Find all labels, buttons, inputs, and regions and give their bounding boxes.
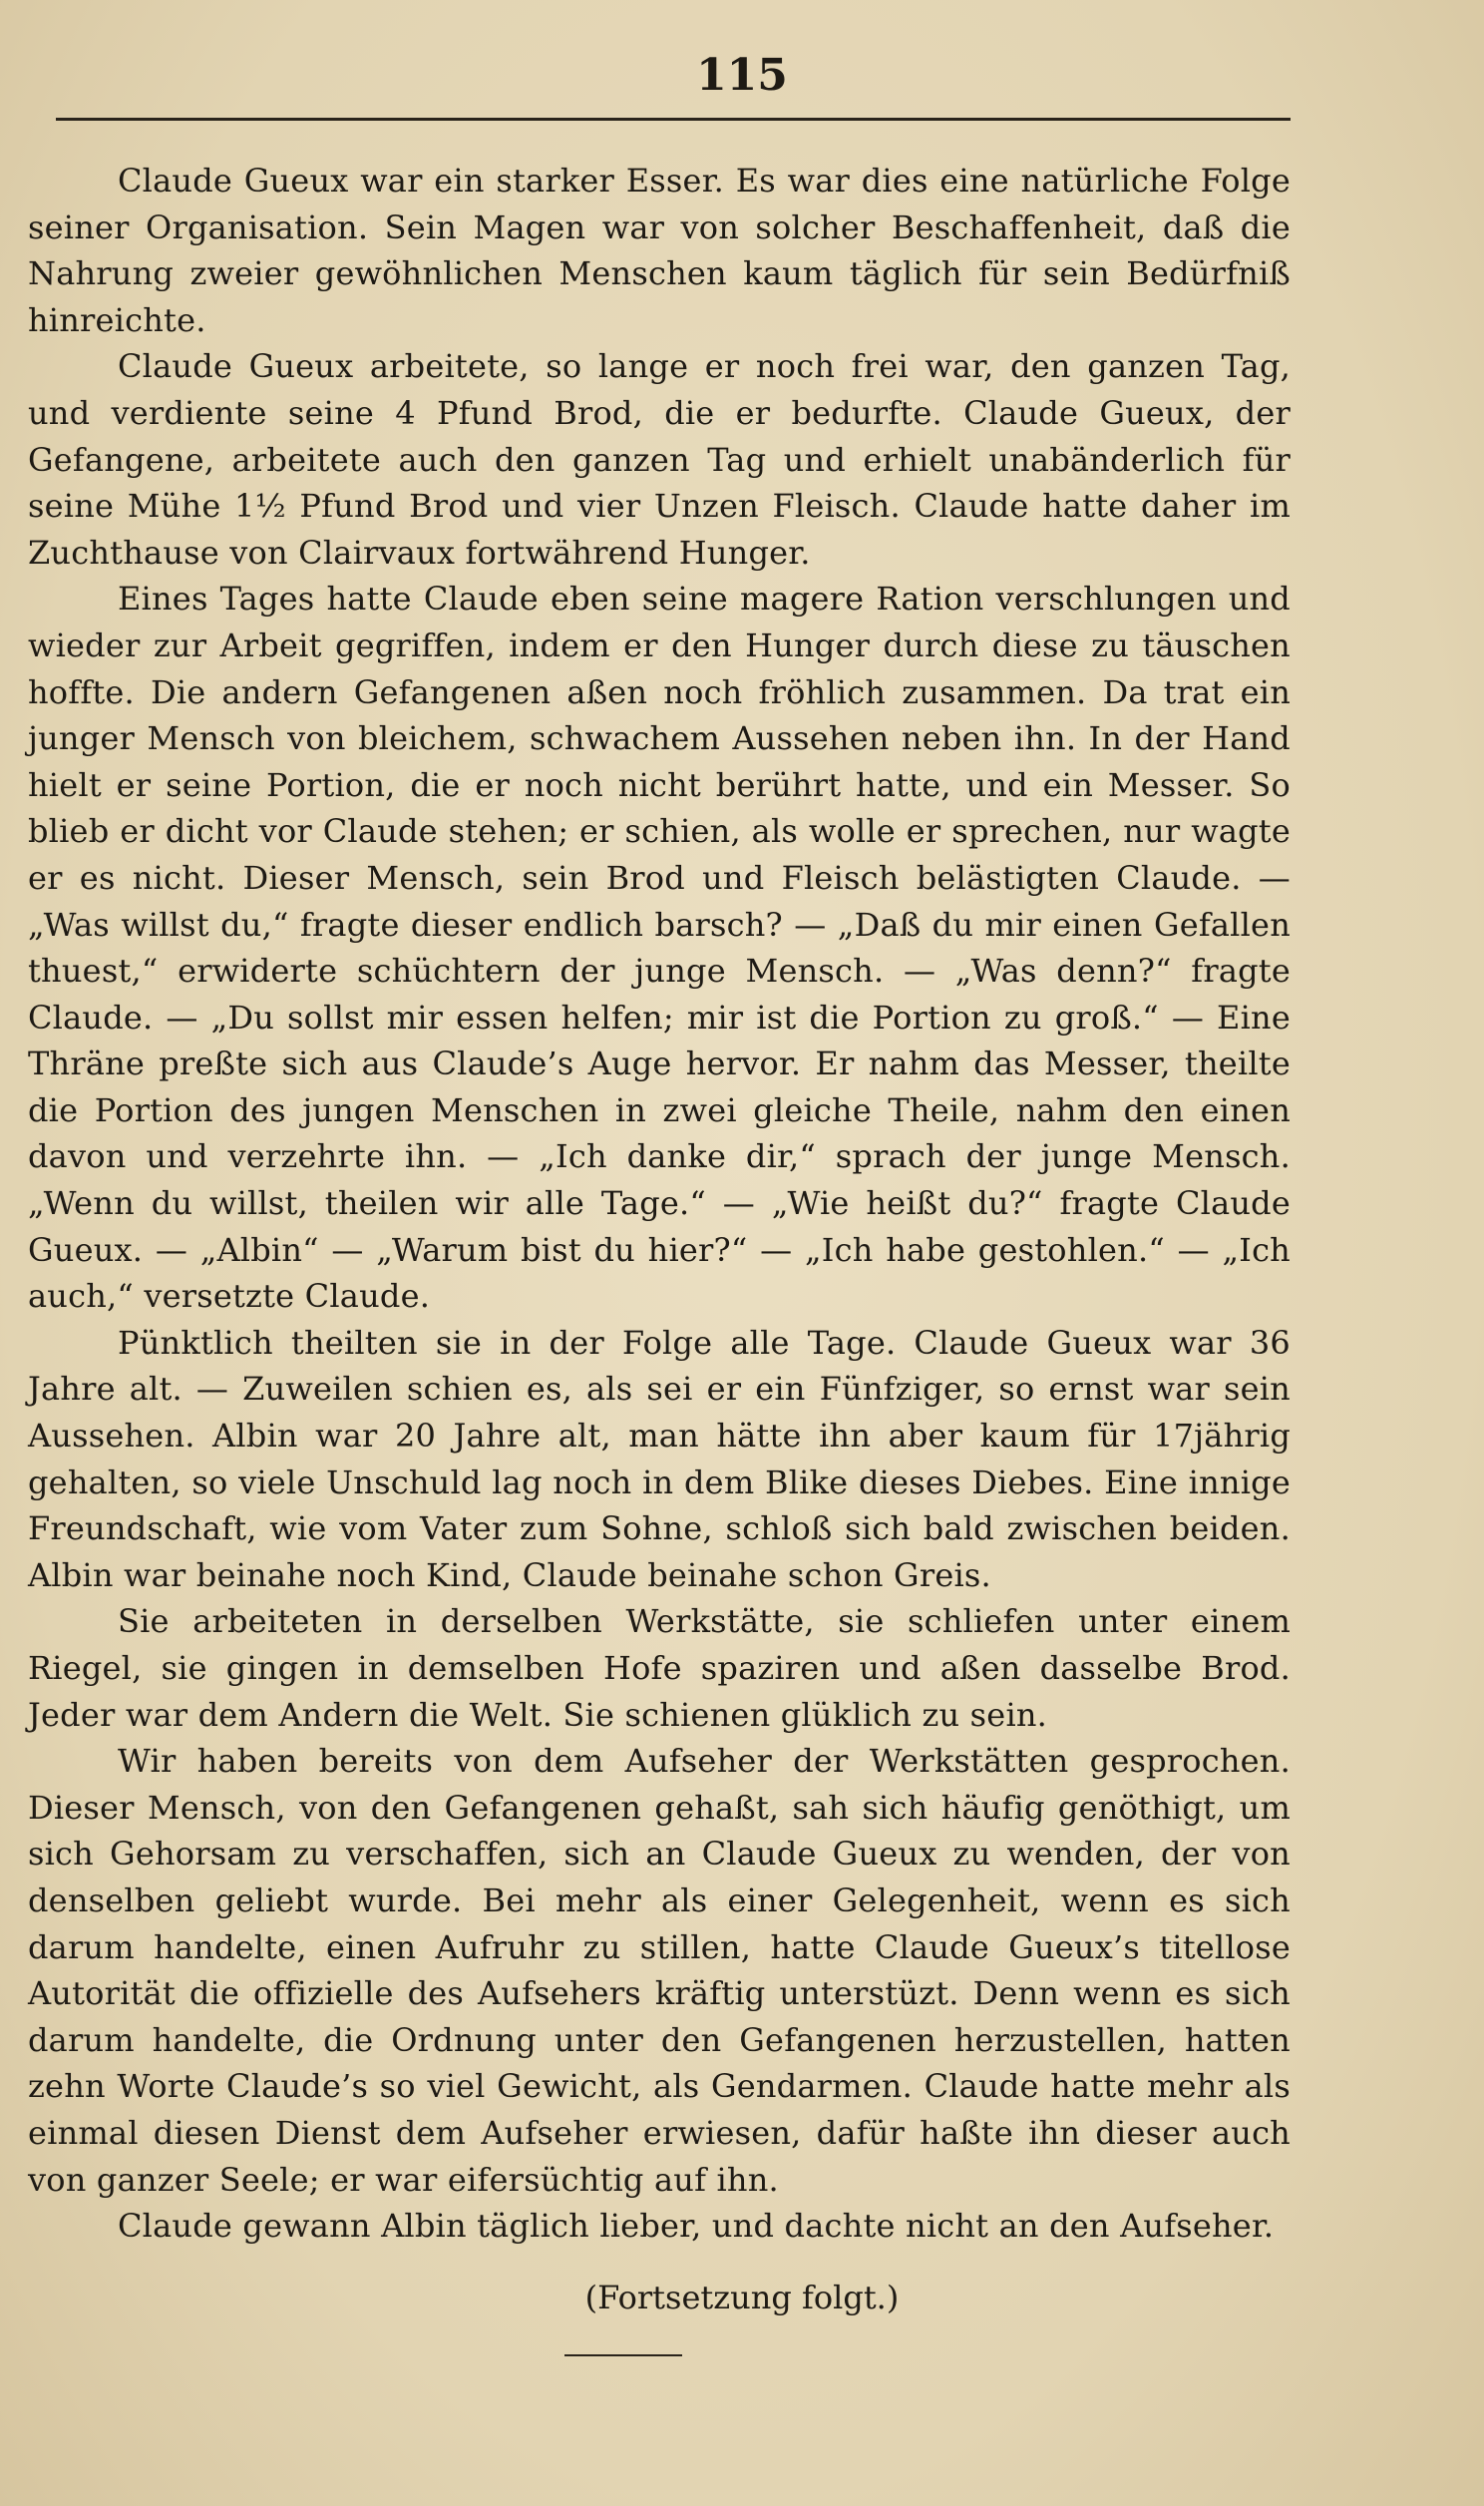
- body-text: [28, 158, 1291, 2250]
- header-rule: [56, 118, 1291, 121]
- paragraph: Eines Tages hatte Claude eben seine magere Ration verschlungen und wieder zur Arbeit gegriffen, indem er den Hunger durch diese zu täuschen hoffte. Die andern Gefangenen aßen noch fröhlich zusammen. Da trat ein junger Mensch von bleichem, schwachem Aussehen neben ihn. In der Hand hielt er seine Portion, die er noch nicht berührt hatte, und ein Messer. So blieb er dicht vor Claude stehen; er schien, als wolle er sprechen, nur wagte er es nicht. Dieser Mensch, sein Brod und Fleisch belästigten Claude. — „Was willst du,“ fragte dieser endlich barsch? — „Daß du mir einen Gefallen thuest,“ erwiderte schüchtern der junge Mensch. — „Was denn?“ fragte Claude. — „Du sollst mir essen helfen; mir ist die Portion zu groß.“ — Eine Thräne preßte sich aus Claude’s Auge hervor. Er nahm das Messer, theilte die Portion des jungen Menschen in zwei gleiche Theile, nahm den einen davon und verzehrte ihn. — „Ich danke dir,“ sprach der junge Mensch. „Wenn du willst, theilen wir alle Tage.“ — „Wie heißt du?“ fragte Claude Gueux. — „Albin“ — „Warum bist du hier?“ — „Ich habe gestohlen.“ — „Ich auch,“ versetzte Claude.: [28, 580, 1291, 1316]
- end-rule: [564, 2354, 682, 2356]
- paragraph: Pünktlich theilten sie in der Folge alle Tage. Claude Gueux war 36 Jahre alt. — Zuweilen schien es, als sei er ein Fünfziger, so ernst war sein Aussehen. Albin war 20 Jahre alt, man hätte ihn aber kaum für 17jährig gehalten, so viele Unschuld lag noch in dem Blike dieses Diebes. Eine innige Freundschaft, wie vom Vater zum Sohne, schloß sich bald zwischen beiden. Albin war beinahe noch Kind, Claude beinahe schon Greis.: [28, 1323, 1291, 1594]
- paragraph: Claude gewann Albin täglich lieber, und dachte nicht an den Aufseher.: [118, 2207, 1275, 2246]
- continued-note: (Fortsetzung folgt.): [584, 2279, 900, 2316]
- paragraph: Claude Gueux war ein starker Esser. Es war dies eine natürliche Folge seiner Organisation. Sein Magen war von solcher Beschaffenheit, daß die Nahrung zweier gewöhnlichen Menschen kaum täglich für sein Bedürfniß hinreichte.: [28, 162, 1291, 339]
- page-number: 115: [696, 50, 788, 101]
- paragraph: Wir haben bereits von dem Aufseher der Werkstätten gesprochen. Dieser Mensch, von den Gefangenen gehaßt, sah sich häufig genöthigt, um sich Gehorsam zu verschaffen, sich an Claude Gueux zu wenden, der von denselben geliebt wurde. Bei mehr als einer Gelegenheit, wenn es sich darum handelte, einen Aufruhr zu stillen, hatte Claude Gueux’s titellose Autorität die offizielle des Aufsehers kräftig unterstüzt. Denn wenn es sich darum handelte, die Ordnung unter den Gefangenen herzustellen, hatten zehn Worte Claude’s so viel Gewicht, als Gendarmen. Claude hatte mehr als einmal diesen Dienst dem Aufseher erwiesen, dafür haßte ihn dieser auch von ganzer Seele; er war eifersüchtig auf ihn.: [28, 1742, 1291, 2199]
- paragraph: Sie arbeiteten in derselben Werkstätte, sie schliefen unter einem Riegel, sie gingen in demselben Hofe spaziren und aßen dasselbe Brod. Jeder war dem Andern die Welt. Sie schienen glüklich zu sein.: [28, 1602, 1291, 1734]
- paragraph: Claude Gueux arbeitete, so lange er noch frei war, den ganzen Tag, und verdiente seine 4 Pfund Brod, die er bedurfte. Claude Gueux, der Gefangene, arbeitete auch den ganzen Tag und erhielt unabänderlich für seine Mühe 1½ Pfund Brod und vier Unzen Fleisch. Claude hatte daher im Zuchthause von Clairvaux fortwährend Hunger.: [28, 347, 1291, 572]
